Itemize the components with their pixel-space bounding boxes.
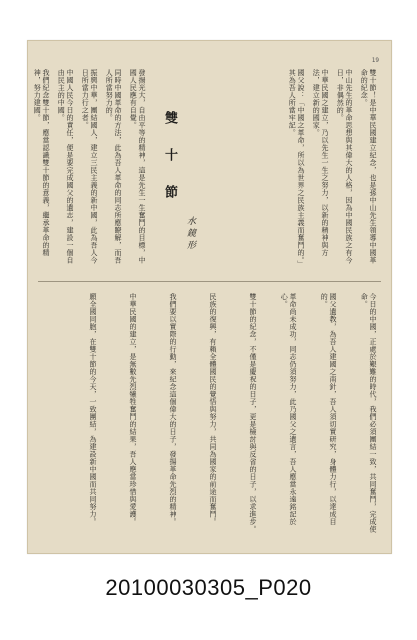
bottom-text-column: 願全國同胞，在雙十節的今天，一致團結，為建設新中國而共同努力。: [89, 293, 97, 526]
image-caption: 20100030305_P020: [105, 575, 312, 600]
top-text-column: 我們紀念雙十節，應當認識雙十節的意義，繼承革命的精神，努力建國。: [33, 69, 50, 257]
top-text-column: 中國人民今日的責任，便是要完成國父的遺志，建設一個自由民主的中國。: [57, 69, 74, 264]
top-text-column: 雙十節！是中華民國建立紀念，也是孫中山先生領導中國革命的紀念。: [360, 69, 377, 264]
bottom-text-column: 雙十節的紀念，不僅是慶祝的日子，更是檢討與反省的日子，以求進步。: [249, 293, 257, 533]
top-text-column: 中華民國之建立，乃以先生一生之努力，以新的精神與方法，建立新的國家。: [312, 69, 329, 257]
bottom-text-column: 革命尚未成功，同志仍須努力，此乃國父之遺言，吾人應當永遠銘記於心。: [280, 293, 297, 526]
article-title: 雙十節: [162, 111, 177, 222]
top-text-column: 振興中華，團結國人，建立三民主義的新中國，此為吾人今日所當力行之者。: [81, 69, 98, 264]
section-divider: [38, 281, 381, 282]
page-number: 19: [371, 57, 379, 64]
top-text-column: 中山先生的革命思想與其偉大的人格，因為中國民族之有今日，非偶然的。: [336, 69, 353, 264]
article-author: 水鏡形: [185, 216, 195, 252]
top-text-column: 國父說：「中國之革命，所以為世界之民族主義而奮鬥的。」其為吾人所當牢記。: [288, 69, 305, 268]
top-text-column: 同時中國革命的方法，此為吾人革命的同志所應瞭解，而吾人所當努力的。: [105, 69, 122, 264]
bottom-text-column: 今日的中國，正處於艱難的時代，我們必須團結一致，共同奮鬥，完成使命。: [360, 293, 377, 533]
top-text-column: 發揚光大，自由平等的精神，這是先生一生奮鬥的目標，中國人民應有自覺。: [129, 69, 146, 264]
bottom-text-column: 我們要以實際的行動，來紀念這個偉大的日子，發揚革命先烈的精神。: [169, 293, 177, 526]
bottom-text-column: 中華民國的建立，是無數先烈犧牲奮鬥的結果，吾人應當珍惜與愛護。: [129, 293, 137, 526]
bottom-text-column: 國父遺教，為吾人建國之南針，吾人須切實研究，身體力行，以達成目的。: [320, 293, 337, 526]
bottom-text-column: 民族的復興，有賴全體國民的覺悟與努力，共同為國家的前途而奮鬥。: [209, 293, 217, 526]
document-page: [27, 40, 392, 554]
